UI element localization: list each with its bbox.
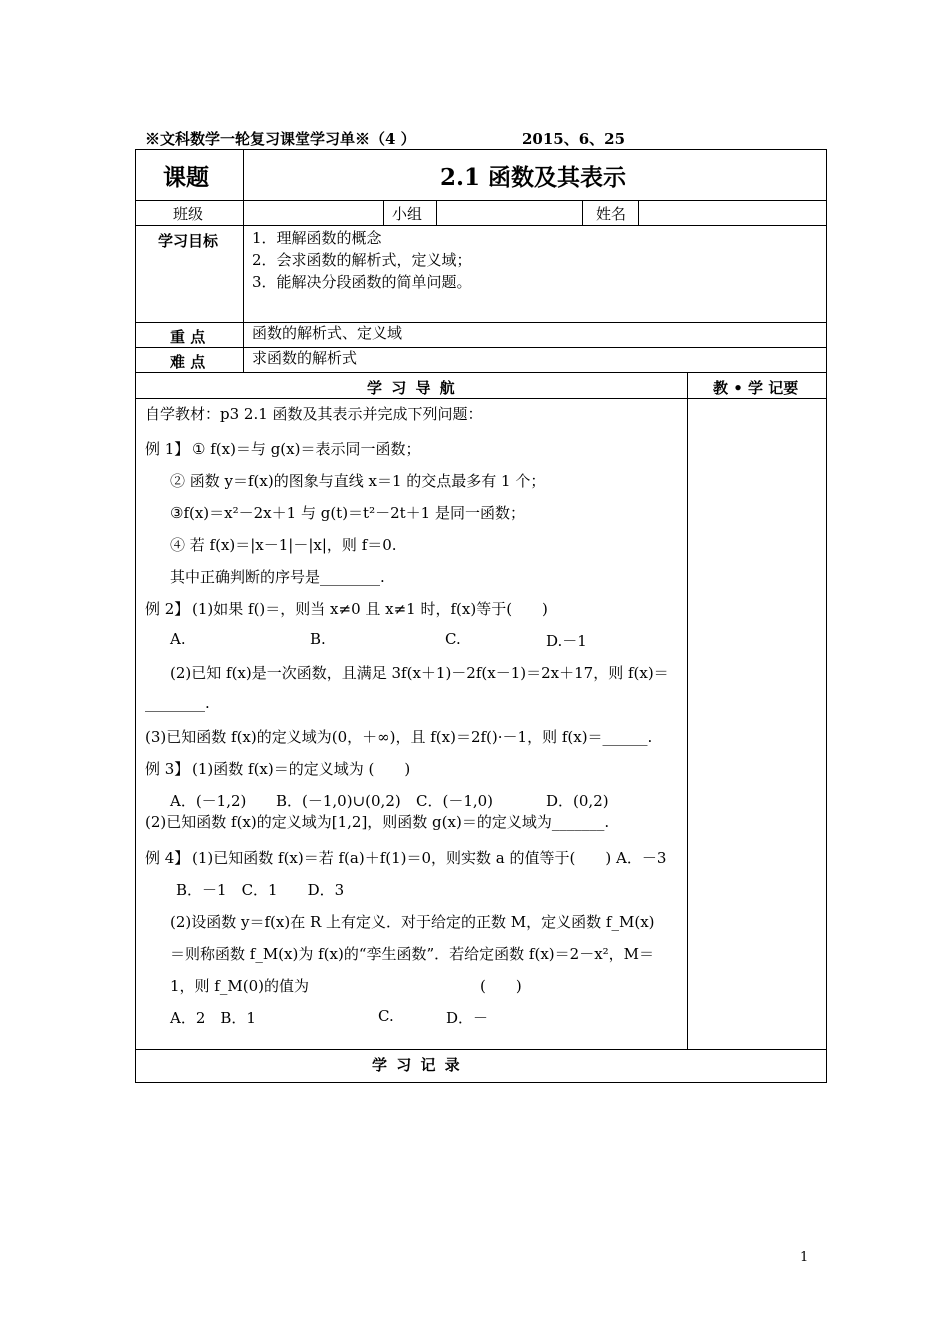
example-2-option-b: B. [310,630,326,648]
example-4-q2-paren: ( ) [480,977,522,995]
example-2-option-d: D.－1 [546,632,587,650]
example-3-option-b: B．(－1,0)∪(0,2) [276,792,401,810]
example-4-q2-cont: ＝则称函数 f_M(x)为 f(x)的“孪生函数”．若给定函数 f(x)＝2－x²，M＝ [170,945,655,963]
example-3-title: 例 3】 [145,760,190,778]
topic-title: 2.1 函数及其表示 [440,164,627,191]
example-1-q3: ③f(x)＝x²－2x＋1 与 g(t)＝t²－2t＋1 是同一函数； [170,504,525,522]
example-2-option-a: A. [170,630,186,648]
goal-item: 1．理解函数的概念 [252,229,382,247]
example-3-q1: (1)函数 f(x)＝的定义域为 ( ) [192,760,411,778]
example-4-q1-options: B．－1 C．1 D．3 [176,881,345,899]
example-4-q1: (1)已知函数 f(x)＝若 f(a)＋f(1)＝0，则实数 a 的值等于( ) A．－3 [192,849,667,867]
class-label: 班级 [173,205,204,223]
record-header: 学 习 记 录 [372,1056,462,1074]
example-2-q3: (3)已知函数 f(x)的定义域为(0，＋∞)，且 f(x)＝2f()·－1，则 f(x)＝______. [145,728,653,746]
key-point-label: 重 点 [170,328,206,346]
goal-item: 2．会求函数的解析式，定义域； [252,251,472,269]
example-2-option-c: C. [445,630,461,648]
example-1-q2: ② 函数 y＝f(x)的图象与直线 x＝1 的交点最多有 1 个； [170,472,546,490]
example-4-option-c: C. [378,1007,394,1025]
topic-label: 课题 [163,164,209,191]
example-4-q2-ask: 1，则 f_M(0)的值为 [170,977,309,995]
example-2-q1: (1)如果 f()＝，则当 x≠0 且 x≠1 时，f(x)等于( ) [192,600,548,618]
goals-label: 学习目标 [158,232,219,250]
class-field[interactable] [245,202,381,224]
name-label: 姓名 [596,205,627,223]
notes-area[interactable] [689,400,825,1048]
example-4-title: 例 4】 [145,849,190,867]
example-4-q2: (2)设函数 y＝f(x)在 R 上有定义．对于给定的正数 M，定义函数 f_M(x) [170,913,655,931]
example-2-q2-blank: ________. [145,694,210,712]
key-point-value: 函数的解析式、定义域 [252,324,403,342]
example-1-ask: 其中正确判断的序号是________. [170,568,385,586]
example-3-option-c: C．(－1,0) [416,792,494,810]
example-2-q2: (2)已知 f(x)是一次函数，且满足 3f(x＋1)－2f(x－1)＝2x＋17，则 f(x)＝ [170,664,669,682]
example-1-q1: ① f(x)＝与 g(x)＝表示同一函数； [192,440,421,458]
intro-text: 自学教材：p3 2.1 函数及其表示并完成下列问题： [145,405,483,423]
group-field[interactable] [438,202,580,224]
nav-header: 学 习 导 航 [367,379,457,397]
page-number: 1 [800,1250,809,1265]
example-3-q2: (2)已知函数 f(x)的定义域为[1,2]，则函数 g(x)＝的定义域为_______. [145,813,610,831]
name-field[interactable] [640,202,824,224]
notes-header: 教 • 学 记要 [713,379,799,397]
worksheet-title: ※文科数学一轮复习课堂学习单※（4 ） [145,130,416,148]
example-2-title: 例 2】 [145,600,190,618]
example-3-option-d: D．(0,2) [546,792,609,810]
example-1-q4: ④ 若 f(x)＝|x－1|－|x|，则 f＝0. [170,536,397,554]
goal-item: 3．能解决分段函数的简单问题。 [252,273,472,291]
example-1-title: 例 1】 [145,440,190,458]
example-4-option-d: D．－ [446,1009,489,1027]
group-label: 小组 [392,205,423,223]
example-4-option-ab: A．2 B．1 [170,1009,256,1027]
worksheet-date: 2015、6、25 [522,130,626,148]
difficulty-value: 求函数的解析式 [252,349,358,367]
example-3-option-a: A．(－1,2) [170,792,247,810]
difficulty-label: 难 点 [170,353,206,371]
